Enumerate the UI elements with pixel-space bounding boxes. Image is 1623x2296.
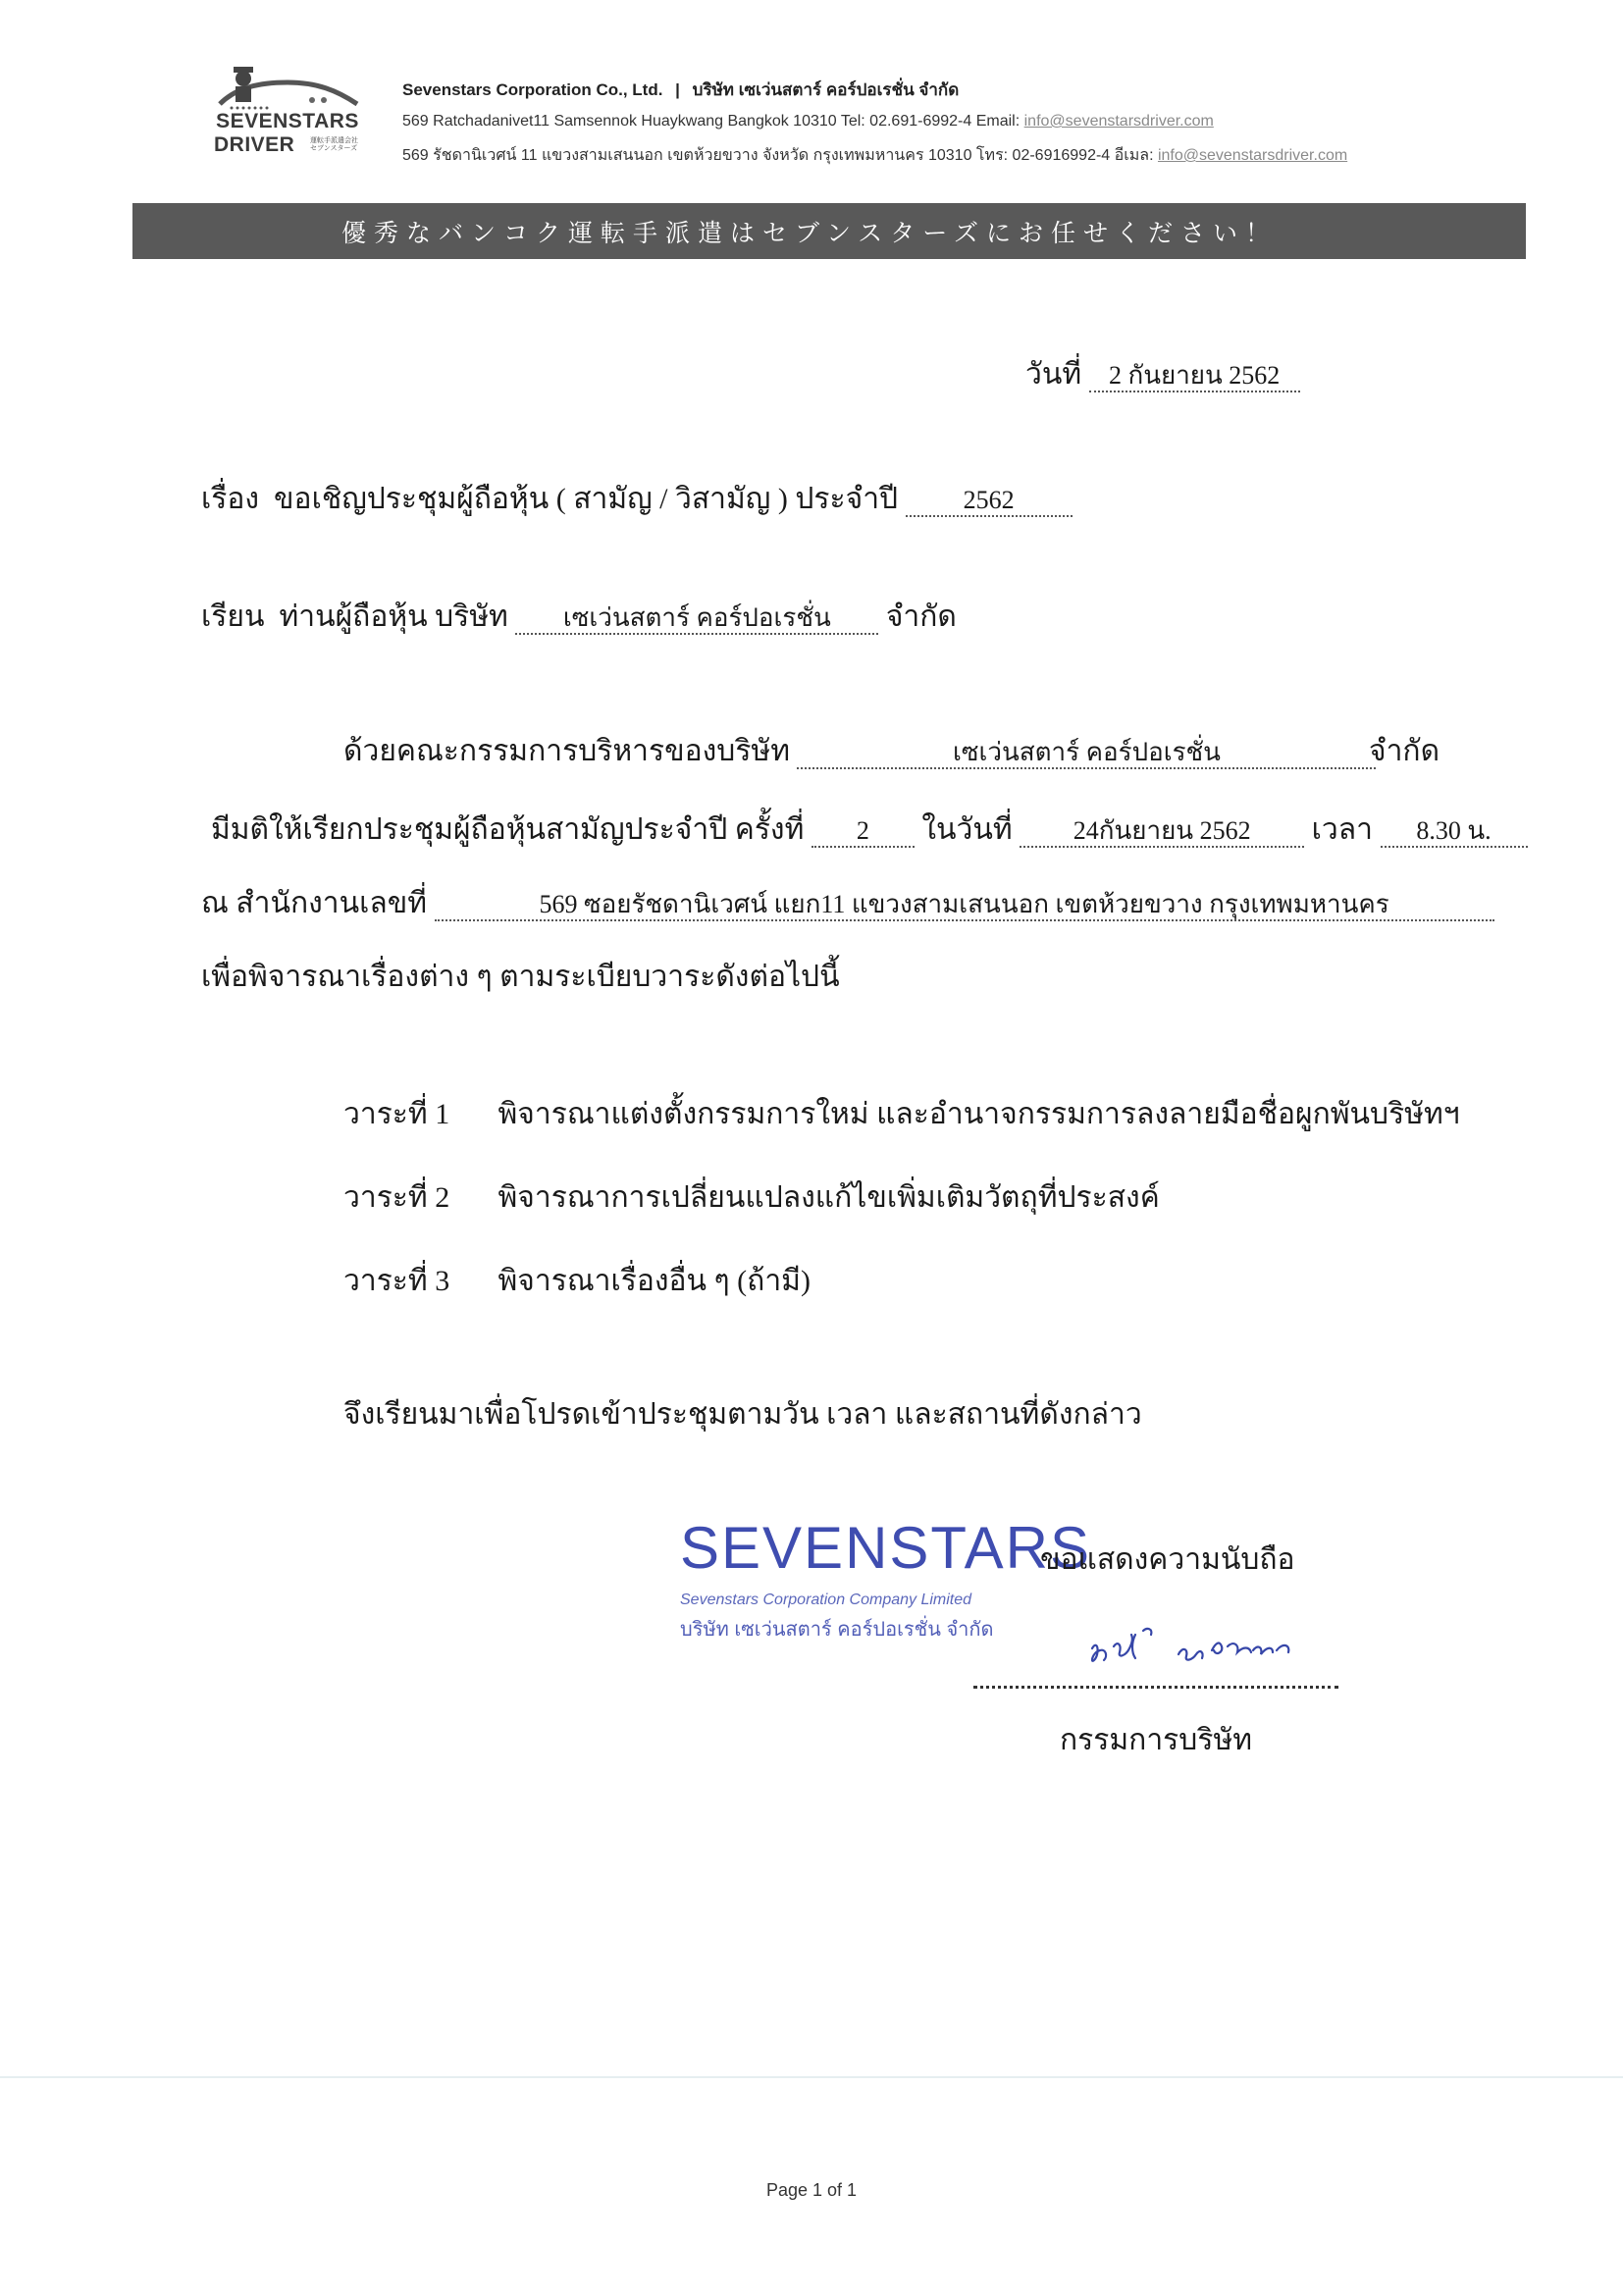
body-p1-company: เซเว่นสตาร์ คอร์ปอเรชั่น (797, 738, 1376, 769)
salutation-suffix: จำกัด (885, 600, 957, 633)
logo-japanese-caption: 運転手派遣会社 セブンスターズ (310, 137, 358, 152)
handwritten-signature (1084, 1617, 1330, 1681)
email-link-en[interactable]: info@sevenstarsdriver.com (1023, 113, 1214, 130)
body-line-3 (201, 880, 1494, 926)
stamp-company-th: บริษัท เซเว่นสตาร์ คอร์ปอเรชั่น จำกัด (680, 1619, 994, 1641)
subject-label: เรื่อง (201, 483, 260, 515)
subject-text: ขอเชิญประชุมผู้ถือหุ้น ( สามัญ / วิสามัญ ) ประจำปี (274, 483, 899, 515)
agenda-number: วาระที่ 2 (343, 1181, 450, 1214)
address-en: 569 Ratchadanivet11 Samsennok Huaykwang Bangkok 10310 Tel: 02.691-6992-4 (402, 113, 972, 130)
stamp-brand: SEVENSTARS (680, 1515, 1091, 1581)
email-label-th: อีเมล: (1114, 147, 1154, 164)
closing-sentence: จึงเรียนมาเพื่อโปรดเข้าประชุมตามวัน เวลา และสถานที่ดังกล่าว (343, 1398, 1142, 1431)
date-label: วันที่ (1025, 358, 1082, 391)
meeting-date-label: ในวันที่ (921, 813, 1013, 846)
agenda-number: วาระที่ 1 (343, 1098, 450, 1130)
salutation-label: เรียน (201, 600, 265, 633)
agenda-item (343, 1091, 1460, 1137)
agenda-text: พิจารณาเรื่องอื่น ๆ (ถ้ามี) (497, 1265, 811, 1297)
signer-title: กรรมการบริษัท (1060, 1724, 1252, 1756)
company-name-separator: | (675, 80, 680, 99)
letterhead-address-th (402, 143, 1347, 168)
salutation-company: เซเว่นสตาร์ คอร์ปอเรชั่น (515, 603, 878, 635)
company-logo (214, 61, 361, 169)
letter-subject (201, 476, 1073, 522)
company-name-en: Sevenstars Corporation Co., Ltd. (402, 80, 663, 99)
agenda-text: พิจารณาการเปลี่ยนแปลงแก้ไขเพิ่มเติมวัตถุที่ประสงค์ (497, 1181, 1160, 1214)
agenda-number: วาระที่ 3 (343, 1265, 450, 1297)
company-name-th: บริษัท เซเว่นสตาร์ คอร์ปอเรชั่น จำกัด (692, 80, 960, 99)
body-line-1 (343, 728, 1376, 774)
logo-text-driver: DRIVER (214, 133, 295, 156)
letter-date (1025, 351, 1300, 397)
body-p1-suffix: จำกัด (1369, 735, 1440, 767)
meeting-place-label: ณ สำนักงานเลขที่ (201, 887, 428, 919)
letterhead-address-en (402, 113, 1214, 130)
company-stamp (680, 1515, 1091, 1644)
agenda-item (343, 1174, 1160, 1221)
scan-artifact-line (0, 2076, 1623, 2078)
japanese-slogan-banner: 優秀なバンコク運転手派遣はセブンスターズにお任せください！ (132, 203, 1526, 259)
salutation-text: ท่านผู้ถือหุ้น บริษัท (279, 600, 508, 633)
body-line-4: เพื่อพิจารณาเรื่องต่าง ๆ ตามระเบียบวาระดังต่อไปนี้ (201, 961, 840, 993)
agenda-text: พิจารณาแต่งตั้งกรรมการใหม่ และอำนาจกรรมการลงลายมือชื่อผูกพันบริษัทฯ (497, 1098, 1460, 1130)
body-line-2 (211, 807, 1528, 853)
signature-line (973, 1686, 1338, 1689)
meeting-number: 2 (812, 816, 915, 848)
subject-year: 2562 (906, 486, 1073, 517)
email-label-en: Email: (975, 113, 1021, 130)
chauffeur-car-icon (214, 61, 361, 110)
email-link-th[interactable]: info@sevenstarsdriver.com (1157, 147, 1348, 164)
page-number: Page 1 of 1 (765, 2180, 858, 2200)
date-value: 2 กันยายน 2562 (1089, 361, 1300, 392)
letterhead-company-line (402, 77, 959, 103)
letter-salutation (201, 594, 957, 640)
body-p2-text: มีมติให้เรียกประชุมผู้ถือหุ้นสามัญประจำปี ครั้งที่ (211, 813, 805, 846)
agenda-item (343, 1258, 811, 1304)
regards-text: ขอแสดงความนับถือ (1040, 1543, 1295, 1576)
stamp-company-en: Sevenstars Corporation Company Limited (680, 1592, 972, 1608)
meeting-date: 24กันยายน 2562 (1020, 816, 1304, 848)
meeting-place: 569 ซอยรัชดานิเวศน์ แยก11 แขวงสามเสนนอก เขตห้วยขวาง กรุงเทพมหานคร (435, 890, 1494, 921)
meeting-time: 8.30 น. (1381, 816, 1528, 848)
body-p1-text: ด้วยคณะกรรมการบริหารของบริษัท (343, 735, 790, 767)
logo-text-sevenstars: SEVENSTARS (216, 110, 359, 132)
signature-icon (1084, 1617, 1330, 1676)
address-th: 569 รัชดานิเวศน์ 11 แขวงสามเสนนอก เขตห้วยขวาง จังหวัด กรุงเทพมหานคร 10310 โทร: 02-6916992-4 (402, 147, 1111, 164)
meeting-time-label: เวลา (1311, 813, 1373, 846)
